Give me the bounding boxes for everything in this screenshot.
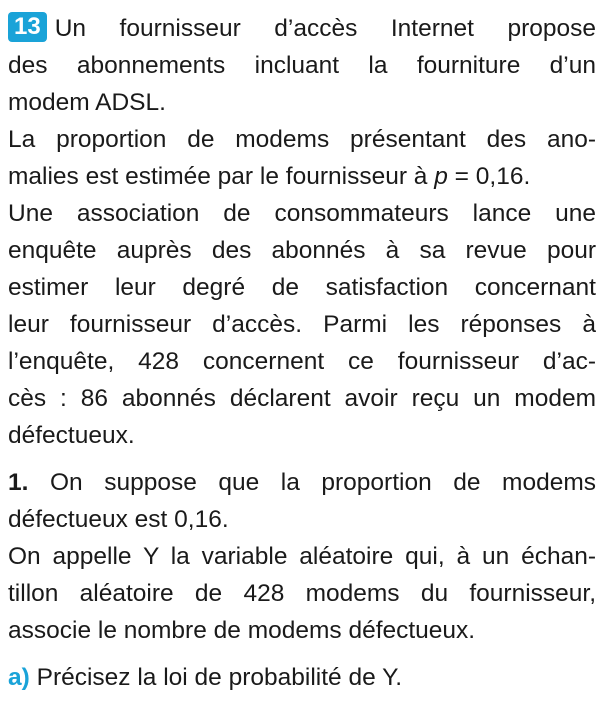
question-1-line-4 [8, 575, 596, 612]
para2-text-2: malies est estimée par le fournisseur à [8, 163, 435, 190]
intro-text-2: des abonnements incluant la fourniture d’un [8, 52, 596, 79]
question-1-text-5: associe le nombre de modems défectueux. [8, 617, 476, 644]
exercise-text [8, 10, 596, 696]
exercise-number-badge: 13 [8, 12, 47, 42]
question-1-line-3 [8, 538, 596, 575]
exercise-line-7 [8, 232, 596, 269]
question-1-number: 1. [8, 469, 29, 496]
question-1-line-2 [8, 501, 596, 538]
para3-text-1: Une association de consommateurs lance une [8, 200, 596, 227]
question-1-text-1: On suppose que la proportion de modems [28, 469, 596, 496]
question-1-line-1 [8, 464, 596, 501]
subquestion-gap [8, 649, 596, 659]
exercise-line-8 [8, 269, 596, 306]
question-1-text-2: défectueux est 0,16. [8, 506, 229, 533]
para3-text-3: estimer leur degré de satisfaction concernant [8, 274, 596, 301]
exercise-line-10 [8, 343, 596, 380]
para3-text-5: l’enquête, 428 concernent ce fournisseur d’ac- [8, 348, 596, 375]
p-value: = 0,16. [447, 163, 531, 190]
exercise-line-2 [8, 47, 596, 84]
exercise-line-12 [8, 417, 596, 454]
para3-text-6: cès : 86 abonnés déclarent avoir reçu un modem [8, 385, 596, 412]
exercise-line-5 [8, 158, 596, 195]
question-1-text-3: On appelle Y la variable aléatoire qui, à un échan- [8, 543, 596, 570]
exercise-line-1 [8, 10, 596, 47]
question-1-line-5 [8, 612, 596, 649]
para3-text-4: leur fournisseur d’accès. Parmi les réponses à [8, 311, 596, 338]
para3-text-7: défectueux. [8, 422, 135, 449]
paragraph-gap [8, 454, 596, 464]
exercise-line-6 [8, 195, 596, 232]
p-variable: p [434, 163, 448, 190]
exercise-line-4 [8, 121, 596, 158]
exercise-line-11 [8, 380, 596, 417]
intro-text-1: Un fournisseur d’accès Internet propose [54, 15, 596, 42]
para3-text-2: enquête auprès des abonnés à sa revue pour [8, 237, 596, 264]
question-1-text-4: tillon aléatoire de 428 modems du fournisseur, [8, 580, 596, 607]
exercise-line-9 [8, 306, 596, 343]
intro-text-3: modem ADSL. [8, 89, 166, 116]
question-1a-line [8, 659, 596, 696]
question-1a-text: Précisez la loi de probabilité de Y. [29, 664, 403, 691]
exercise-line-3 [8, 84, 596, 121]
para2-text-1: La proportion de modems présentant des ano- [8, 126, 596, 153]
question-1a-label: a) [8, 664, 30, 691]
